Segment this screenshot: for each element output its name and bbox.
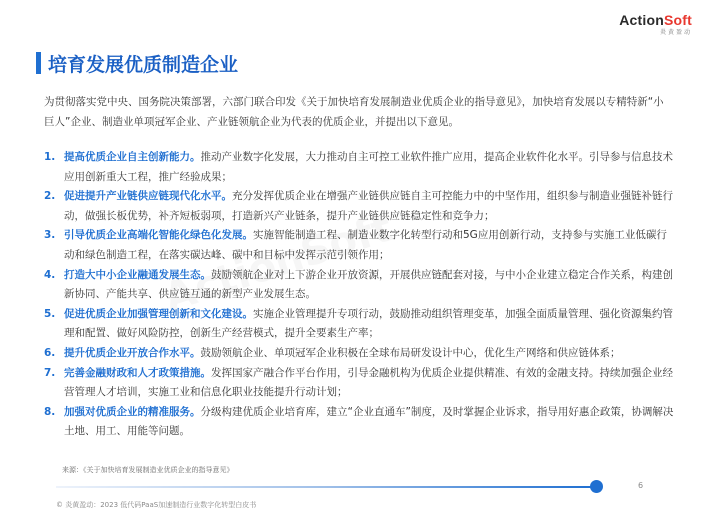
item-number: 6. <box>44 346 56 359</box>
footer-divider <box>56 486 596 488</box>
item-number: 1. <box>44 151 56 163</box>
item-text: 实施企业管理提升专项行动，鼓励推动组织管理变革，加强全面质量管理、强化资源集约管理和配置、做好风险防控，创新生产经营模式，提升全要素生产率； <box>64 307 673 340</box>
item-body <box>64 226 676 265</box>
intro-paragraph: 为贯彻落实党中央、国务院决策部署，六部门联合印发《关于加快培育发展制造业优质企业的指导意见》，加快培育发展以专精特新“小巨人”企业、制造业单项冠军企业、产业链领航企业为代表的优质企业，并提出以下意见。 <box>44 96 664 128</box>
copyright-footer: © 炎黄盈动：2023 低代码PaaS加速制造行业数字化转型白皮书 <box>56 501 257 509</box>
logo-subtitle: 炎黄盈动 <box>659 29 692 36</box>
item-heading: 促进优质企业加强管理创新和文化建设。 <box>64 307 253 320</box>
item-heading: 引导优质企业高端化智能化绿色化发展。 <box>64 229 253 242</box>
item-text: 分级构建优质企业培育库，建立“企业直通车”制度，及时掌握企业诉求，指导用好惠企政策，协调解决土地、用工、用能等问题。 <box>64 405 674 438</box>
item-text: 推动产业数字化发展，大力推动自主可控工业软件推广应用，提高企业软件化水平。引导参与信息技术应用创新重大工程，推广经验成果； <box>64 151 673 183</box>
item-body <box>64 344 676 364</box>
item-text: 鼓励领航企业、单项冠军企业积极在全球布局研发设计中心，优化生产网络和供应链体系； <box>200 346 621 359</box>
item-number: 2. <box>44 190 56 203</box>
item-body <box>64 148 676 187</box>
item-heading: 完善金融财政和人才政策措施。 <box>64 366 211 379</box>
item-number: 4. <box>44 268 56 281</box>
logo-brand-main: Action <box>619 12 664 28</box>
item-heading: 打造大中小企业融通发展生态。 <box>64 268 211 281</box>
item-number: 3. <box>44 229 56 242</box>
item-number: 7. <box>44 366 56 379</box>
list-item <box>44 187 676 226</box>
list-item <box>44 305 676 344</box>
item-body <box>64 305 676 344</box>
list-item <box>44 344 676 364</box>
item-body <box>64 364 676 403</box>
policy-list <box>44 148 676 442</box>
page-title: 培育发展优质制造企业 <box>48 54 239 76</box>
item-text: 实施智能制造工程、制造业数字化转型行动和5G应用创新行动，支持参与实施工业低碳行动和绿色制造工程，在落实碳达峰、碳中和目标中发挥示范引领作用； <box>64 229 667 261</box>
item-body <box>64 266 676 305</box>
list-item <box>44 364 676 403</box>
title-accent-bar <box>36 52 41 74</box>
item-body <box>64 187 676 226</box>
footer-dot-icon <box>590 480 603 493</box>
source-note: 来源：《关于加快培育发展制造业优质企业的指导意见》 <box>62 466 234 474</box>
list-item <box>44 226 676 265</box>
item-heading: 提升优质企业开放合作水平。 <box>64 346 201 359</box>
item-body <box>64 403 676 442</box>
list-item <box>44 266 676 305</box>
page-number: 6 <box>638 481 644 490</box>
actionsoft-logo <box>619 12 692 36</box>
item-heading: 加强对优质企业的精准服务。 <box>64 405 201 418</box>
item-text: 发挥国家产融合作平台作用，引导金融机构为优质企业提供精准、有效的金融支持。持续加强企业经营管理人才培训，实施工业和信息化职业技能提升行动计划； <box>64 366 673 399</box>
item-heading: 提高优质企业自主创新能力。 <box>64 151 201 163</box>
item-text: 充分发挥优质企业在增强产业链供应链自主可控能力中的中坚作用，组织参与制造业强链补链行动，做强长板优势，补齐短板弱项，打造新兴产业链条，提升产业链供应链稳定性和竞争力； <box>64 190 673 222</box>
item-text: 鼓励领航企业对上下游企业开放资源，开展供应链配套对接，与中小企业建立稳定合作关系，构建创新协同、产能共享、供应链互通的新型产业发展生态。 <box>64 268 673 301</box>
list-item <box>44 403 676 442</box>
item-number: 8. <box>44 405 56 418</box>
item-number: 5. <box>44 307 56 320</box>
logo-brand-accent: Soft <box>663 12 692 28</box>
item-heading: 促进提升产业链供应链现代化水平。 <box>64 190 232 203</box>
list-item <box>44 148 676 187</box>
